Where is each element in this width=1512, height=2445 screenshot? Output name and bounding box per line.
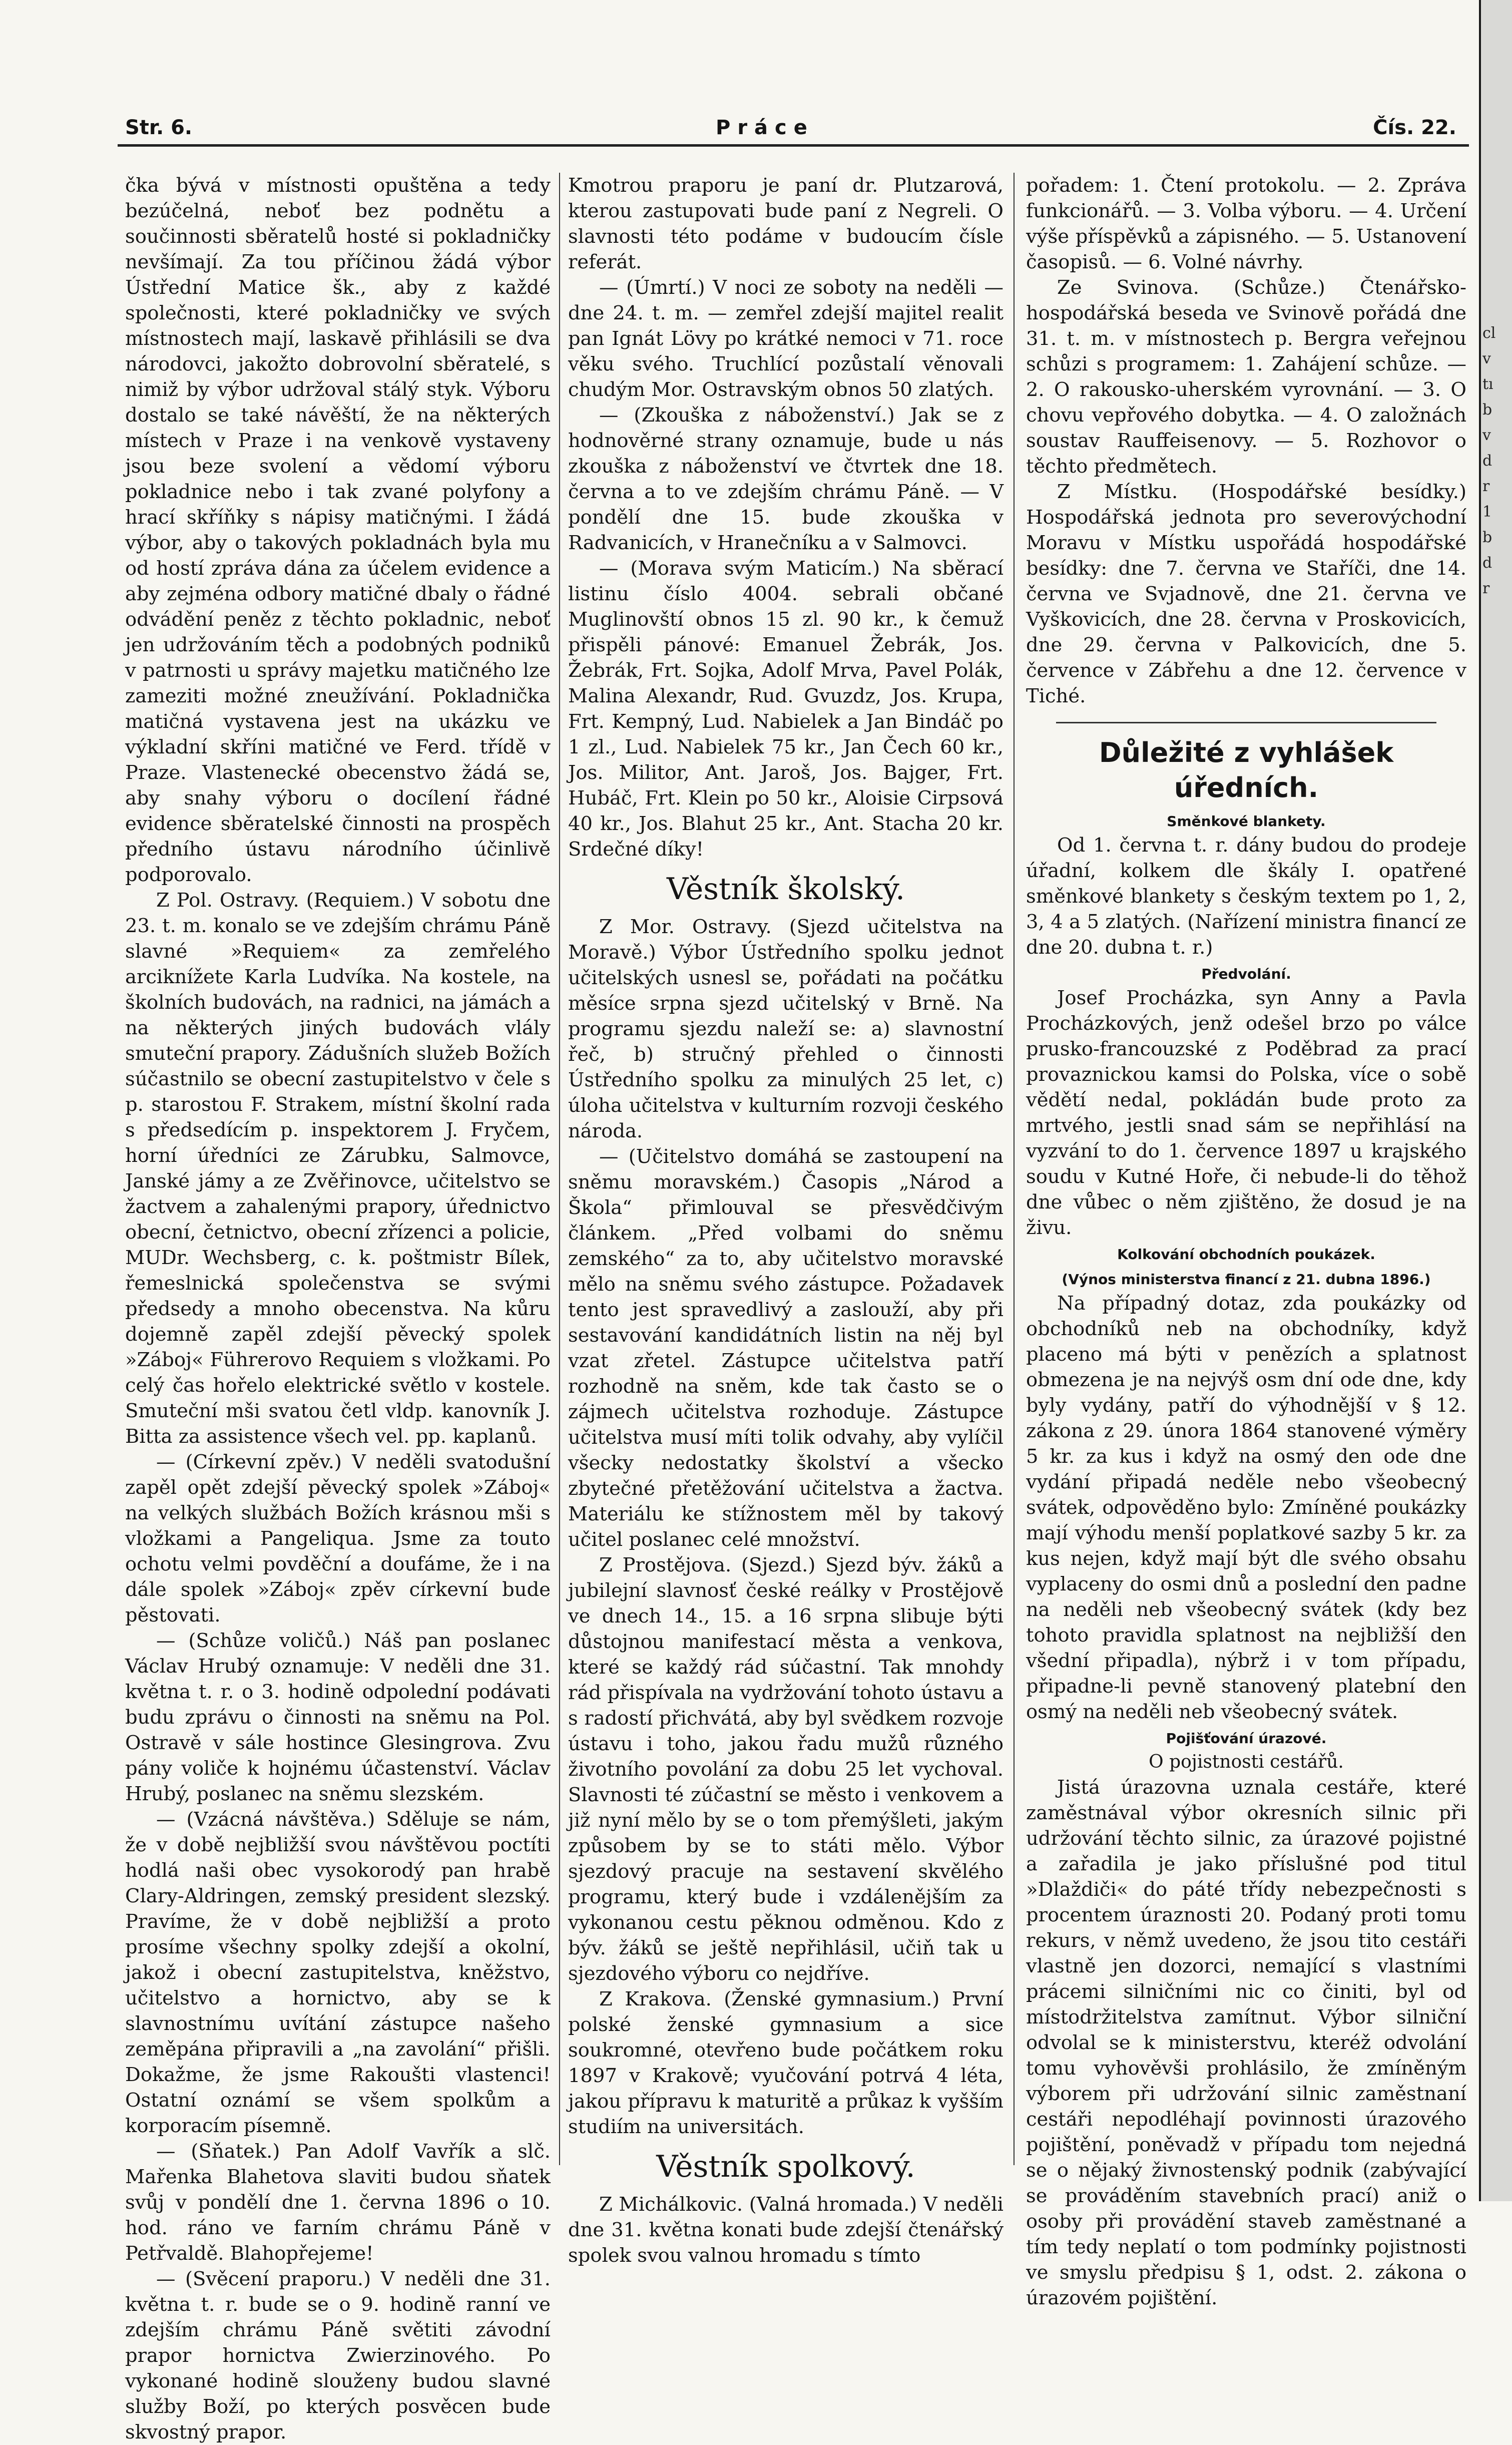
article-paragraph: Na případný dotaz, zda poukázky od obchodníků neb na obchodníky, když placeno má býti v penězích a splatnost obmezena je na nejvýš osm dní ode dne, kdy byly vydány, patří do výhodnější v § 12. zákona z 29. února 1864 stanovené výměry 5 kr. za kus i když na osmý den ode dne vydání připadá neděle nebo všeobecný svátek, odpověděno bylo: Zmíněné poukázky mají výhodu menší poplatkové sazby 5 kr. za kus nejen, když mají být dle svého obsahu vyplaceny do osmi dnů a poslední den padne na neděli neb všeobecný svátek (kdy bez tohoto pravidla splatnost na nejbližší den všední připadla), nýbrž i v tom případu, připadne-li pevně stanovený platební den osmý na neděli neb všeobecný svátek.	[1026, 1292, 1466, 1723]
article-paragraph: — (Schůze voličů.) Náš pan poslanec Václav Hrubý oznamuje: V neděli dne 31. května t. r. o 3. hodině odpolední podávati budu zprávu o činnosti na sněmu na Pol. Ostravě v sále hostince Glesingrova. Zvu pány voliče k hojnému účastenství. Václav Hrubý, poslanec na sněmu slezském.	[125, 1629, 551, 1805]
subheading: Kolkování obchodních poukázek.	[1117, 1246, 1375, 1263]
article-paragraph: Jistá úrazovna uznala cestáře, které zaměstnával výbor okresních silnic při udržování těchto silnic, za úrazové pojistné a zařadila je jako příslušné pod titul »Dlaždiči« do páté třídy nebezpečnosti s procentem úraznosti 20. Podaný proti tomu rekurs, v němž uvedeno, že jsou tito cestáři vlastně jen dozorci, nemající s vlastními prácemi silničními nic co činiti, byl od místodržitelstva zamítnut. Výbor silniční odvolal se k ministerstvu, kteréž odvolání tomu vyhověvši prohlásilo, že zmíněným výborem při udržování silnic zaměstnaní cestáři nepodléhají povinnosti úrazového pojištění, poněvadž v případu tom nejedná se o nějaký živnostenský podnik (zabývající se prováděním stavebních prací) aniž o osoby při provádění staveb zaměstnané a tím tedy neplatí o tom podmínky pojistnosti ve smyslu předpisu § 1, odst. 2. zákona o úrazovém pojištění.	[1026, 1776, 1466, 2309]
edge-fragment: v	[1482, 350, 1491, 367]
page-gutter-line	[1479, 0, 1481, 2201]
article-paragraph: Z Pol. Ostravy. (Requiem.) V sobotu dne 23. t. m. konalo se ve zdejším chrámu Páně slavné »Requiem« za zemřelého arciknížete Karla Ludvíka. Na kostele, na školních budovách, na radnici, na jámách a na některých jiných budovách vlály smuteční prapory. Zádušních služeb Božích súčastnilo se obecní zastupitelstvo v čele s p. starostou F. Strakem, místní školní rada s předsedícím p. inspektorem J. Fryčem, horní úředníci ze Zárubku, Salmovce, Janské jámy a ze Zvěřinovce, učitelstvo se žactvem a zahalenými prapory, úřednictvo obecní, četnictvo, obecní zřízenci a policie, MUDr. Wechsberg, c. k. poštmistr Bílek, řemeslnická společenstva se svými předsedy a mnoho obecenstva. Na kůru dojemně zapěl zdejší pěvecký spolek »Záboj« Führerovo Requiem s vložkami. Po celý čas hořelo elektrické světlo v kostele. Smuteční mši svatou četl vldp. kanovník J. Bitta za assistence všech vel. pp. kaplanů.	[125, 889, 551, 1448]
subheading: Pojišťování úrazové.	[1166, 1730, 1327, 1747]
adjacent-page-text	[1482, 320, 1495, 601]
section-rule	[1056, 722, 1436, 723]
edge-fragment: b	[1482, 401, 1492, 419]
column-2	[568, 173, 1003, 2267]
article-paragraph: — (Učitelstvo domáhá se zastoupení na sněmu moravském.) Časopis „Národ a Škola“ přimlouval se přesvědčivým článkem. „Před volbami do sněmu zemského“ za to, aby učitelstvo moravské mělo na sněmu svého zástupce. Požadavek tento jest spravedlivý a zaslouží, aby při sestavování kandidátních listin na něj byl vzat zřetel. Zástupce učitelstva patří rozhodně na sněm, kde tak často se o zájmech učitelstva rozhoduje. Zástupce učitelstva musí míti tolik odvahy, aby vylíčil všecky nedostatky školství a všecko zbytečné přetěžování učitelstva a žactva. Materiálu ke stížnostem měl by takový učitel poslanec celé množství.	[568, 1145, 1003, 1551]
edge-fragment: 1	[1482, 503, 1492, 521]
article-paragraph: — (Úmrtí.) V noci ze soboty na neděli — dne 24. t. m. — zemřel zdejší majitel realit pan Ignát Lövy po krátké nemoci v 71. roce věku svého. Truchlící pozůstalí věnovali chudým Mor. Ostravským obnos 50 zlatých.	[568, 276, 1003, 401]
page-number: Str. 6.	[125, 116, 193, 139]
column-3	[1026, 173, 1466, 2309]
newspaper-title: Práce	[716, 116, 814, 139]
article-subtitle: O pojistnosti cestářů.	[1149, 1752, 1344, 1772]
column-1	[125, 173, 551, 2443]
article-paragraph: pořadem: 1. Čtení protokolu. — 2. Zpráva funkcionářů. — 3. Volba výboru. — 4. Určení výše příspěvků a zápisného. — 5. Ustanovení časopisů. — 6. Volné návrhy.	[1026, 174, 1466, 273]
article-paragraph: — (Vzácná návštěva.) Sděluje se nám, že v době nejbližší svou návštěvou poctíti hodlá naši obec vysokorodý pan hrabě Clary-Aldringen, zemský president slezský. Pravíme, že v době nejbližší a proto prosíme všechny spolky zdejší a okolní, jakož i obecní zastupitelstva, kněžstvo, učitelstvo a hornictvo, aby se k slavnostnímu uvítání zástupce našeho zeměpána připravili a „na zavolání“ přišli. Dokažme, že jsme Rakoušti vlastenci! Ostatní oznámí se všem spolkům a korporacím písemně.	[125, 1808, 551, 2137]
section-heading: Věstník spolkový.	[656, 2149, 915, 2184]
header-rule	[118, 144, 1469, 147]
issue-number: Čís. 22.	[1373, 116, 1456, 139]
edge-fragment: cl	[1482, 324, 1496, 342]
article-paragraph: Ze Svinova. (Schůze.) Čtenářsko-hospodářská beseda ve Svinově pořádá dne 31. t. m. v místnostech p. Bergra veřejnou schůzi s programem: 1. Zahájení schůze. — 2. O rakousko-uherském vyrovnání. — 3. O chovu vepřového dobytka. — 4. O založnách soustav Rauffeisenovy. — 5. Rozhovor o těchto předmětech.	[1026, 276, 1466, 478]
article-paragraph: Z Prostějova. (Sjezd.) Sjezd býv. žáků a jubilejní slavnosť české reálky v Prostějově ve dnech 14., 15. a 16 srpna slibuje býti důstojnou manifestací města a venkova, které se každý rád súčastní. Tak mnohdy rád přispívala na vydržování tohoto ústavu a s radostí přichvátá, aby byl svědkem rozvoje ústavu i toho, jakou řadu mužů různého životního povolání za dobu 25 let vychoval. Slavnosti té zúčastní se město i venkovem a již nyní mělo by se o tom přemýšleti, jakým způsobem by se to státi mělo. Výbor sjezdový pracuje na sestavení skvělého programu, který bude i vzdálenějším za vykonanou cestu pěknou odměnou. Kdo z býv. žáků se ještě nepřihlásil, učiň tak u sjezdového výboru co nejdříve.	[568, 1554, 1003, 1985]
article-paragraph: — (Svěcení praporu.) V neděli dne 31. května t. r. bude se o 9. hodině ranní ve zdejším chrámu Páně světiti závodní prapor hornictva Zwierzinového. Po vykonané hodině slouženy budou slavné služby Boží, po kterých posvěcen bude skvostný prapor.	[125, 2268, 551, 2443]
column-divider	[1014, 173, 1015, 2165]
article-paragraph: — (Sňatek.) Pan Adolf Vavřík a slč. Mařenka Blahetova slaviti budou sňatek svůj v pondělí dne 1. června 1896 o 10. hod. ráno ve farním chrámu Páně v Petřvaldě. Blahopřejeme!	[125, 2140, 551, 2265]
article-paragraph: Josef Procházka, syn Anny a Pavla Procházkových, jenž odešel brzo po válce prusko-francouzské z Poděbrad za prací provaznickou kamsi do Polska, více o sobě vědětí nedal, pokládán bude proto za mrtvého, jestli snad sám se nepřihlásí na vyzvání to do 1. července 1897 u krajského soudu v Kutné Hoře, či nebude-li do těhož dne vůbec o něm zjištěno, že dosud je na živu.	[1026, 987, 1466, 1239]
subheading: Směnkové blankety.	[1167, 813, 1326, 830]
article-paragraph: — (Zkouška z náboženství.) Jak se z hodnověrné strany oznamuje, bude u nás zkouška z náboženství ve čtvrtek dne 18. června a to ve zdejším chrámu Páně. — V pondělí dne 15. bude zkouška v Radvanicích, v Hranečníku a v Salmovci.	[568, 404, 1003, 554]
subheading: Předvolání.	[1201, 966, 1291, 982]
page-header	[125, 116, 1456, 146]
article-paragraph: Z Mor. Ostravy. (Sjezd učitelstva na Moravě.) Výbor Ústředního spolku jednot učitelských usnesl se, pořádati na počátku měsíce srpna sjezd učitelský v Brně. Na programu sjezdu naleží se: a) slavnostní řeč, b) stručný přehled o činnosti Ústředního spolku za minulých 25 let, c) úloha učitelstva v kulturním rozvoji českého národa.	[568, 916, 1003, 1142]
edge-fragment: d	[1482, 452, 1492, 470]
edge-fragment: v	[1482, 427, 1491, 444]
article-paragraph: Kmotrou praporu je paní dr. Plutzarová, kterou zastupovati bude paní z Negreli. O slavnosti této podáme v budoucím čísle referát.	[568, 174, 1003, 273]
edge-fragment: d	[1482, 554, 1492, 572]
edge-fragment: r	[1482, 478, 1490, 495]
article-paragraph: Z Krakova. (Ženské gymnasium.) První polské ženské gymnasium a sice soukromné, otevřeno bude počátkem roku 1897 v Krakově; vyučování potrvá 4 léta, jakou přípravu k maturitě a průkaz k vyšším studiím na universitách.	[568, 1988, 1003, 2138]
edge-fragment: r	[1482, 580, 1490, 597]
section-heading: Důležité z vyhlášek úředních.	[1099, 737, 1394, 803]
article-paragraph: Od 1. června t. r. dány budou do prodeje úřadní, kolkem dle škály I. opatřené směnkové blankety s českým textem po 1, 2, 3, 4 a 5 zlatých. (Nařízení ministra financí ze dne 20. dubna t. r.)	[1026, 834, 1466, 959]
column-divider	[559, 173, 560, 2165]
article-paragraph: — (Církevní zpěv.) V neděli svatodušní zapěl opět zdejší pěvecký spolek »Záboj« na velkých službách Božích krásnou mši s vložkami a Pangeliqua. Jsme za touto ochotu velmi povděční a doufáme, že i na dále spolek »Záboj« zpěv církevní bude pěstovati.	[125, 1451, 551, 1626]
section-heading: Věstník školský.	[666, 872, 905, 907]
article-paragraph: — (Morava svým Maticím.) Na sběrací listinu číslo 4004. sebrali občané Muglinovští obnos 15 zl. 90 kr., k čemuž přispěli pánové: Emanuel Žebrák, Jos. Žebrák, Frt. Sojka, Adolf Mrva, Pavel Polák, Malina Alexandr, Rud. Gvuzdz, Jos. Krupa, Frt. Kempný, Lud. Nabielek a Jan Bindáč po 1 zl., Lud. Nabielek 75 kr., Jan Čech 60 kr., Jos. Militor, Ant. Jaroš, Jos. Bajger, Frt. Hubáč, Frt. Klein po 50 kr., Aloisie Cirpsová 40 kr., Jos. Blahut 25 kr., Ant. Stacha 20 kr. Srdečné díky!	[568, 557, 1003, 861]
article-paragraph: Z Místku. (Hospodářské besídky.) Hospodářská jednota pro severovýchodní Moravu v Místku uspořádá hospodářské besídky: dne 7. června ve Staříči, dne 14. června ve Svjadnově, dne 21. června ve Vyškovicích, dne 28. června v Proskovicích, dne 29. června v Palkovicích, dne 5. července v Zábřehu a dne 12. července v Tiché.	[1026, 481, 1466, 707]
edge-fragment: b	[1482, 529, 1492, 546]
decree-note: (Výnos ministerstva financí z 21. dubna 1896.)	[1062, 1271, 1431, 1288]
edge-fragment: tı	[1482, 375, 1493, 393]
article-paragraph: Z Michálkovic. (Valná hromada.) V neděli dne 31. května konati bude zdejší čtenářský spolek svou valnou hromadu s tímto	[568, 2193, 1003, 2267]
article-paragraph: čka bývá v místnosti opuštěna a tedy bezúčelná, neboť bez podnětu a součinnosti sběratelů hosté si pokladničky nevšímají. Za tou příčinou žádá výbor Ústřední Matice šk., aby z každé společnosti, které pokladničky ve svých místnostech mají, laskavě přihlásili se dva národovci, jakožto dobrovolní sběratelé, s nimiž by výbor udržoval stálý styk. Výboru dostalo se také návěští, že na některých místech v Praze i na venkově vystaveny jsou beze svolení a vědomí výboru pokladnice nebo i tak zvané polyfony a hrací skříňky s nápisy matičnými. I žádá výbor, aby o takových pokladnách byla mu od hostí zpráva dána za účelem evidence a aby zejména odbory matičné dbaly o řádné odvádění peněz z těchto pokladnic, neboť jen udržováním těch a podobných podniků v patrnosti u správy majetku matičného lze zameziti možné zneužívání. Pokladnička matičná vystavena jest na ukázku ve výkladní skříni matičné ve Ferd. třídě v Praze. Vlastenecké obecenstvo žádá se, aby snahy výboru o docílení řádné evidence sběratelské činnosti na prospěch předního ústavu národního účinlivě podporovalo.	[125, 174, 551, 886]
